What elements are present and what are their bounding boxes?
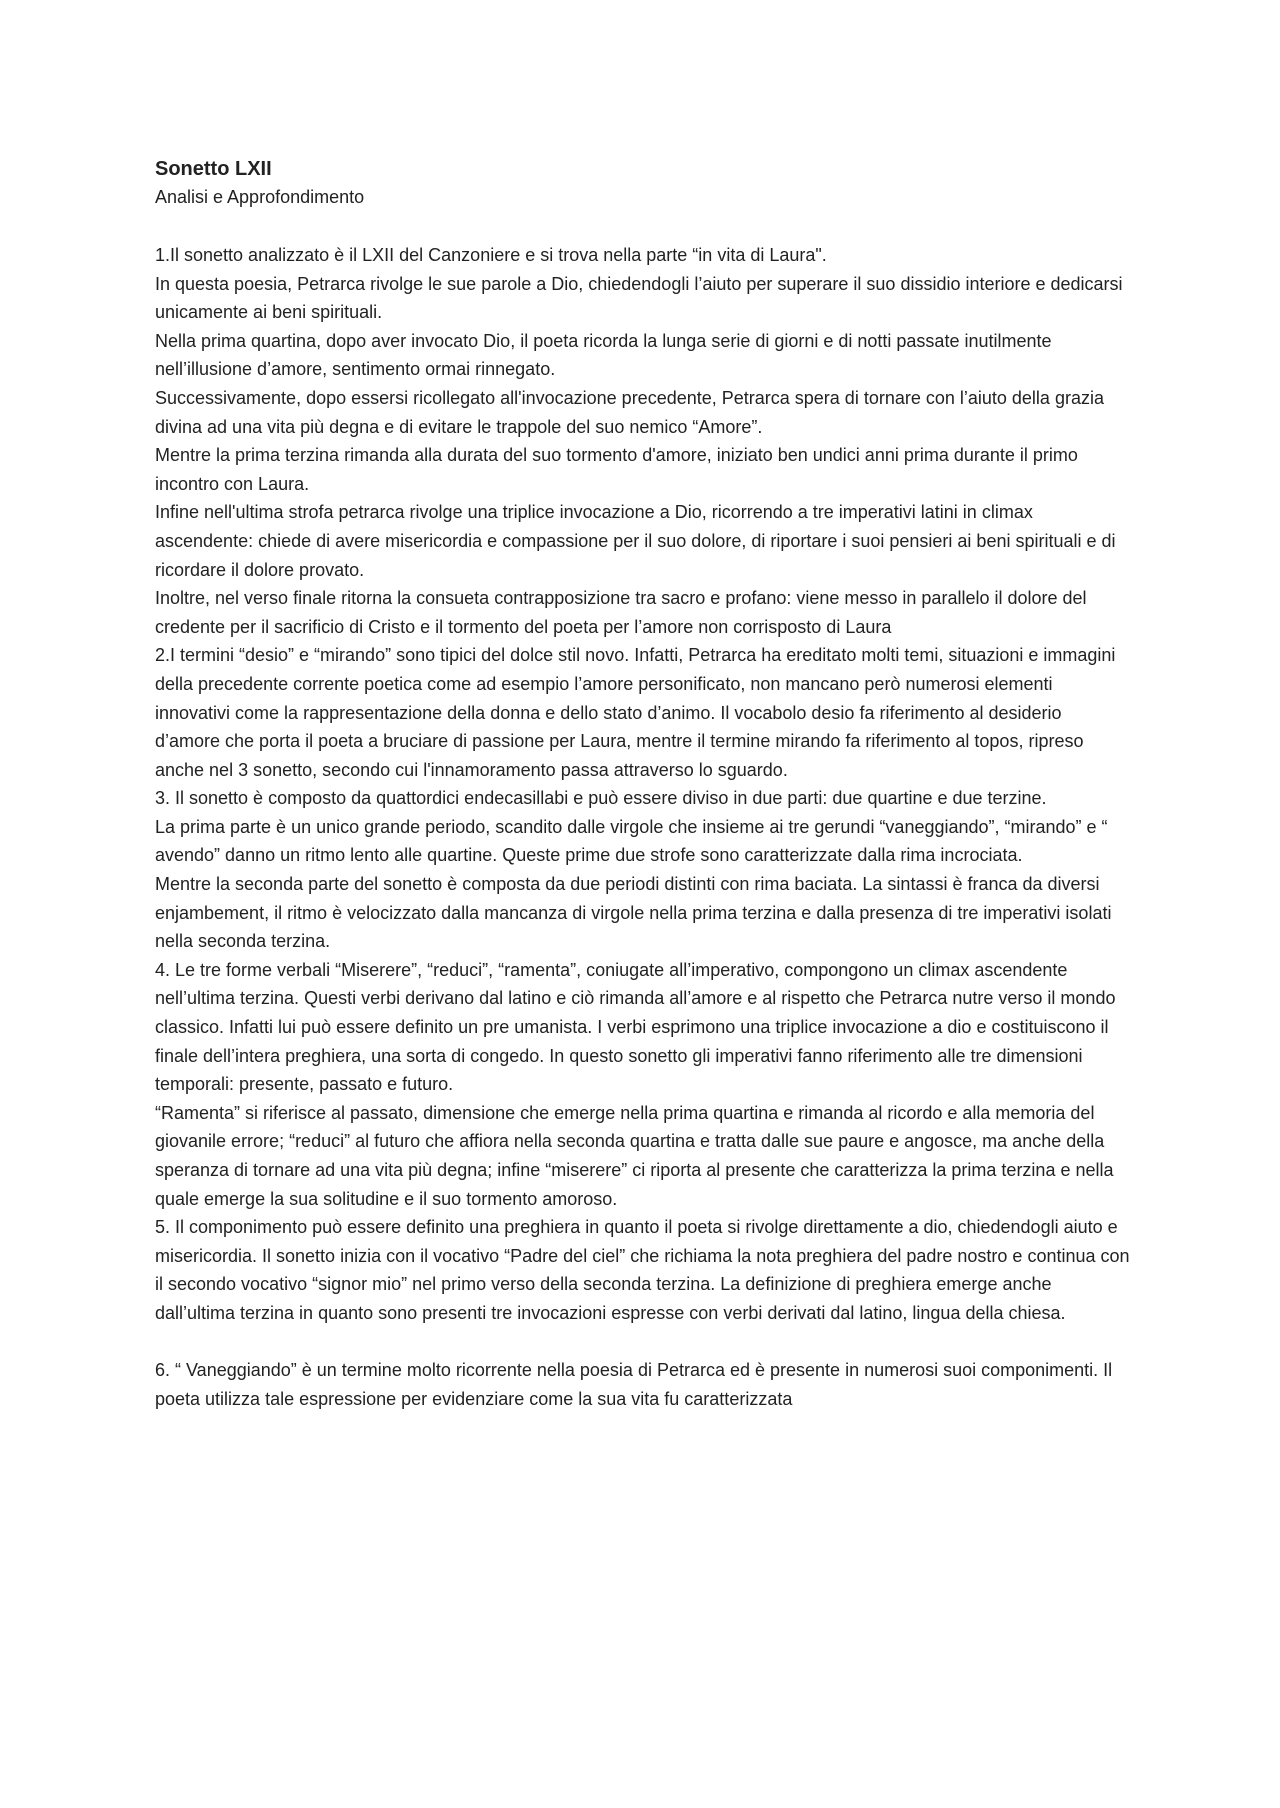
paragraph-spacer <box>155 1328 1130 1357</box>
paragraph-prima-parte: La prima parte è un unico grande periodo, scandito dalle virgole che insieme ai tre gerundi “vaneggiando”, “mirando” e “ avendo” danno un ritmo lento alle quartine. Queste prime due strofe sono caratterizzate dalla rima incrociata. <box>155 816 1108 866</box>
paragraph-6-vaneggiando: 6. “ Vaneggiando” è un termine molto ricorrente nella poesia di Petrarca ed è presente in numerosi suoi componimenti. Il poeta utilizza tale espressione per evidenziare come la sua vita fu caratterizzata <box>155 1360 1113 1409</box>
document-title: Sonetto LXII <box>155 158 272 180</box>
paragraph-ramenta: “Ramenta” si riferisce al passato, dimensione che emerge nella prima quartina e rimanda al ricordo e alla memoria del giovanile errore; “reduci” al futuro che affiora nella seconda quartina e tratta dalle sue paure e angosce, ma anche della speranza di tornare ad una vita più degna; infine “miserere” ci riporta al presente che caratterizza la prima terzina e nella quale emerge la sua solitudine e il suo tormento amoroso. <box>155 1102 1114 1209</box>
paragraph-4-imperativi: 4. Le tre forme verbali “Miserere”, “reduci”, “ramenta”, coniugate all’imperativo, compongono un climax ascendente nell’ultima terzina. Questi verbi derivano dal latino e ciò rimanda all’amore e al rispetto che Petrarca nutre verso il mondo classico. Infatti lui può essere definito un pre umanista. I verbi esprimono una triplice invocazione a dio e costituiscono il finale dell’intera preghiera, una sorta di congedo. In questo sonetto gli imperativi fanno riferimento alle tre dimensioni temporali: presente, passato e futuro. <box>155 959 1116 1095</box>
document-subtitle: Analisi e Approfondimento <box>155 187 365 207</box>
document-body <box>155 155 1130 1413</box>
paragraph-3-struttura: 3. Il sonetto è composto da quattordici endecasillabi e può essere diviso in due parti: due quartine e due terzine. <box>155 788 1047 809</box>
paragraph-ultima-strofa: Infine nell'ultima strofa petrarca rivolge una triplice invocazione a Dio, ricorrendo a tre imperativi latini in climax ascendente: chiede di avere misericordia e compassione per il suo dolore, di riportare i suoi pensieri ai beni spirituali e di ricordare il dolore provato. <box>155 502 1116 580</box>
paragraph-seconda-parte: Mentre la seconda parte del sonetto è composta da due periodi distinti con rima baciata. La sintassi è franca da diversi enjambement, il ritmo è velocizzato dalla mancanza di virgole nella prima terzina e dalla presenza di tre imperativi isolati nella seconda terzina. <box>155 874 1112 952</box>
paragraph-5-preghiera: 5. Il componimento può essere definito una preghiera in quanto il poeta si rivolge direttamente a dio, chiedendogli aiuto e misericordia. Il sonetto inizia con il vocativo “Padre del ciel” che richiama la nota preghiera del padre nostro e continua con il secondo vocativo “signor mio” nel primo verso della seconda terzina. La definizione di preghiera emerge anche dall’ultima terzina in quanto sono presenti tre invocazioni espresse con verbi derivati dal latino, lingua della chiesa. <box>155 1217 1130 1323</box>
paragraph-prima-terzina: Mentre la prima terzina rimanda alla durata del suo tormento d'amore, iniziato ben undici anni prima durante il primo incontro con Laura. <box>155 445 1078 494</box>
paragraph-successivamente: Successivamente, dopo essersi ricollegato all'invocazione precedente, Petrarca spera di tornare con l’aiuto della grazia divina ad una vita più degna e di evitare le trappole del suo nemico “Amore”. <box>155 387 1104 437</box>
paragraph-verso-finale: Inoltre, nel verso finale ritorna la consueta contrapposizione tra sacro e profano: viene messo in parallelo il dolore del credente per il sacrificio di Cristo e il tormento del poeta per l’amore non corrisposto di Laura <box>155 588 1087 637</box>
paragraph-prima-quartina: Nella prima quartina, dopo aver invocato Dio, il poeta ricorda la lunga serie di giorni e di notti passate inutilmente nell’illusione d’amore, sentimento ormai rinnegato. <box>155 330 1052 380</box>
paragraph-2-desio-mirando: 2.I termini “desio” e “mirando” sono tipici del dolce stil novo. Infatti, Petrarca ha ereditato molti temi, situazioni e immagini della precedente corrente poetica come ad esempio l’amore personificato, non mancano però numerosi elementi innovativi come la rappresentazione della donna e dello stato d’animo. Il vocabolo desio fa riferimento al desiderio d’amore che porta il poeta a bruciare di passione per Laura, mentre il termine mirando fa riferimento al topos, ripreso anche nel 3 sonetto, secondo cui l'innamoramento passa attraverso lo sguardo. <box>155 645 1116 780</box>
paragraph-1-intro: 1.Il sonetto analizzato è il LXII del Canzoniere e si trova nella parte “in vita di Laura". <box>155 245 827 265</box>
paragraph-dio: In questa poesia, Petrarca rivolge le sue parole a Dio, chiedendogli l’aiuto per superare il suo dissidio interiore e dedicarsi unicamente ai beni spirituali. <box>155 273 1123 323</box>
